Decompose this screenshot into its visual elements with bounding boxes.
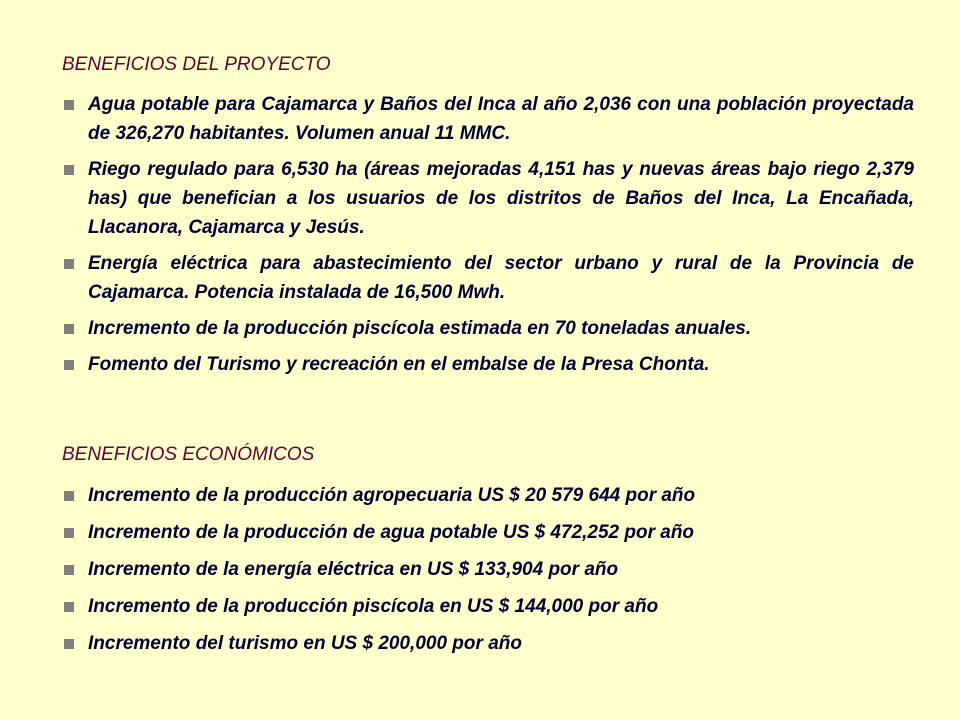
list-item (62, 518, 914, 547)
list-item-text: Agua potable para Cajamarca y Baños del Inca al año 2,036 con una población proyectada de 326,270 habitantes. Volumen anual 11 MMC. (88, 94, 914, 144)
list-item (62, 592, 914, 621)
list-item-text: Fomento del Turismo y recreación en el embalse de la Presa Chonta. (88, 354, 710, 375)
list-item-text: Incremento de la producción agropecuaria US $ 20 579 644 por año (88, 485, 696, 506)
square-bullet-icon (64, 491, 74, 501)
square-bullet-icon (64, 259, 74, 269)
section-title-beneficios-economicos: BENEFICIOS ECONÓMICOS (62, 444, 315, 465)
section-title-beneficios-proyecto: BENEFICIOS DEL PROYECTO (62, 54, 331, 75)
list-item (62, 314, 914, 343)
list-item (62, 629, 914, 658)
list-item-text: Energía eléctrica para abastecimiento del sector urbano y rural de la Provincia de Cajamarca. Potencia instalada de 16,500 Mwh. (88, 253, 914, 303)
list-item-text: Incremento de la energía eléctrica en US $ 133,904 por año (88, 559, 619, 580)
square-bullet-icon (64, 360, 74, 370)
list-item (62, 481, 914, 510)
list-item-text: Riego regulado para 6,530 ha (áreas mejoradas 4,151 has y nuevas áreas bajo riego 2,379 has) que benefician a los usuarios de los distritos de Baños del Inca, La Encañada, Llacanora, Cajamarca y Jesús. (88, 159, 914, 238)
list-item-text: Incremento del turismo en US $ 200,000 por año (88, 633, 522, 654)
slide (62, 0, 914, 720)
list-item (62, 555, 914, 584)
list-item-text: Incremento de la producción piscícola estimada en 70 toneladas anuales. (88, 318, 752, 339)
square-bullet-icon (64, 324, 74, 334)
list-item (62, 249, 914, 307)
list-item (62, 350, 914, 379)
bullet-list-beneficios-economicos (62, 481, 914, 666)
square-bullet-icon (64, 100, 74, 110)
list-item (62, 90, 914, 148)
list-item (62, 155, 914, 242)
list-item-text: Incremento de la producción de agua potable US $ 472,252 por año (88, 522, 695, 543)
square-bullet-icon (64, 602, 74, 612)
list-item-text: Incremento de la producción piscícola en US $ 144,000 por año (88, 596, 659, 617)
square-bullet-icon (64, 639, 74, 649)
bullet-list-beneficios-proyecto (62, 90, 914, 386)
square-bullet-icon (64, 528, 74, 538)
square-bullet-icon (64, 565, 74, 575)
square-bullet-icon (64, 165, 74, 175)
